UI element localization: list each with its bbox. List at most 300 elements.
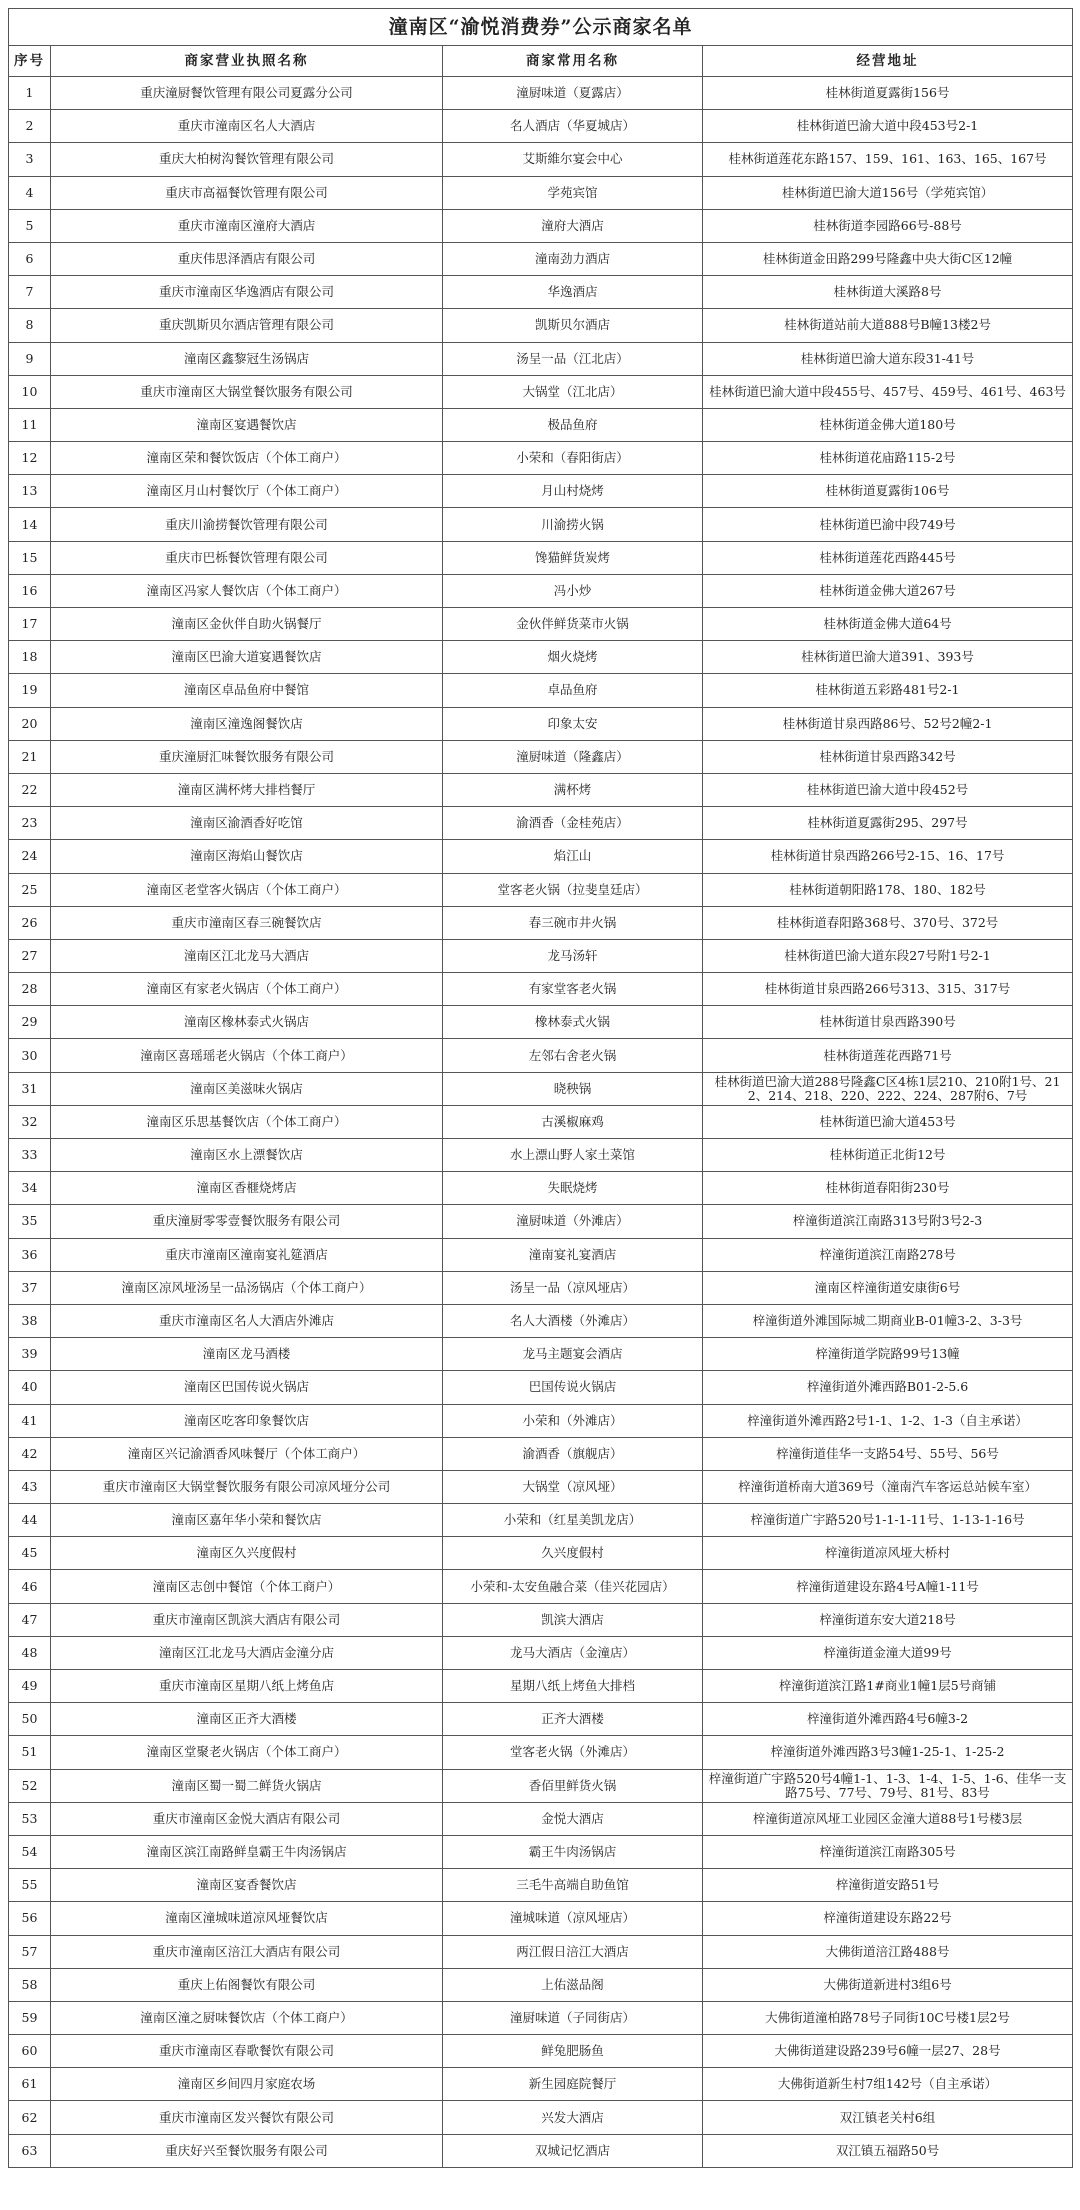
table-row	[9, 2001, 1073, 2034]
cell-license-name: 重庆市潼南区星期八纸上烤鱼店	[51, 1670, 443, 1703]
cell-serial: 12	[9, 442, 51, 475]
cell-address: 梓潼街道建设东路22号	[703, 1902, 1073, 1935]
cell-common-name: 正齐大酒楼	[443, 1703, 703, 1736]
cell-common-name: 水上漂山野人家土菜馆	[443, 1139, 703, 1172]
cell-license-name: 重庆上佑阁餐饮有限公司	[51, 1968, 443, 2001]
cell-serial: 5	[9, 209, 51, 242]
table-row	[9, 2101, 1073, 2134]
cell-license-name: 潼南区冯家人餐饮店（个体工商户）	[51, 574, 443, 607]
table-row	[9, 1670, 1073, 1703]
cell-serial: 60	[9, 2035, 51, 2068]
cell-common-name: 渝酒香（金桂苑店）	[443, 807, 703, 840]
cell-serial: 3	[9, 143, 51, 176]
table-row	[9, 342, 1073, 375]
cell-address: 桂林街道甘泉西路266号2-15、16、17号	[703, 840, 1073, 873]
cell-license-name: 重庆大柏树沟餐饮管理有限公司	[51, 143, 443, 176]
cell-common-name: 汤呈一品（江北店）	[443, 342, 703, 375]
cell-address: 梓潼街道外滩国际城二期商业B-01幢3-2、3-3号	[703, 1304, 1073, 1337]
table-row	[9, 1935, 1073, 1968]
cell-address: 桂林街道夏露街156号	[703, 77, 1073, 110]
cell-serial: 35	[9, 1205, 51, 1238]
cell-serial: 6	[9, 242, 51, 275]
cell-serial: 26	[9, 906, 51, 939]
cell-serial: 39	[9, 1338, 51, 1371]
cell-license-name: 重庆潼厨汇味餐饮服务有限公司	[51, 740, 443, 773]
cell-address: 大佛街道建设路239号6幢一层27、28号	[703, 2035, 1073, 2068]
cell-serial: 32	[9, 1105, 51, 1138]
table-row	[9, 1271, 1073, 1304]
cell-common-name: 卓品鱼府	[443, 674, 703, 707]
cell-serial: 52	[9, 1769, 51, 1802]
cell-address: 梓潼街道广宇路520号4幢1-1、1-3、1-4、1-5、1-6、佳华一支路75号、77号、79号、81号、83号	[703, 1769, 1073, 1802]
cell-common-name: 春三碗市井火锅	[443, 906, 703, 939]
cell-address: 桂林街道巴渝大道391、393号	[703, 641, 1073, 674]
cell-address: 桂林街道春阳街230号	[703, 1172, 1073, 1205]
cell-common-name: 潼厨味道（外滩店）	[443, 1205, 703, 1238]
cell-license-name: 重庆市潼南区春三碗餐饮店	[51, 906, 443, 939]
table-row	[9, 1404, 1073, 1437]
cell-license-name: 潼南区巴国传说火锅店	[51, 1371, 443, 1404]
cell-address: 大佛街道新进村3组6号	[703, 1968, 1073, 2001]
cell-address: 桂林街道甘泉西路86号、52号2幢2-1	[703, 707, 1073, 740]
table-row	[9, 939, 1073, 972]
header-address: 经营地址	[703, 46, 1073, 77]
table-row	[9, 1802, 1073, 1835]
cell-address: 桂林街道巴渝大道东段31-41号	[703, 342, 1073, 375]
cell-license-name: 重庆好兴至餐饮服务有限公司	[51, 2134, 443, 2167]
cell-common-name: 失眠烧烤	[443, 1172, 703, 1205]
table-row	[9, 1902, 1073, 1935]
cell-serial: 27	[9, 939, 51, 972]
table-row	[9, 641, 1073, 674]
table-header-row	[9, 46, 1073, 77]
table-body	[9, 77, 1073, 2168]
cell-address: 梓潼街道外滩西路4号6幢3-2	[703, 1703, 1073, 1736]
cell-license-name: 潼南区嘉年华小荣和餐饮店	[51, 1504, 443, 1537]
cell-common-name: 月山村烧烤	[443, 475, 703, 508]
cell-common-name: 鲜兔肥肠鱼	[443, 2035, 703, 2068]
cell-serial: 55	[9, 1869, 51, 1902]
cell-address: 桂林街道春阳路368号、370号、372号	[703, 906, 1073, 939]
cell-license-name: 潼南区滨江南路鲜皇霸王牛肉汤锅店	[51, 1835, 443, 1868]
table-row	[9, 541, 1073, 574]
table-row	[9, 1172, 1073, 1205]
cell-serial: 10	[9, 375, 51, 408]
cell-address: 桂林街道金佛大道64号	[703, 608, 1073, 641]
cell-license-name: 潼南区金伙伴自助火锅餐厅	[51, 608, 443, 641]
cell-common-name: 新生园庭院餐厅	[443, 2068, 703, 2101]
cell-address: 梓潼街道滨江南路313号附3号2-3	[703, 1205, 1073, 1238]
cell-address: 梓潼街道建设东路4号A幢1-11号	[703, 1570, 1073, 1603]
cell-license-name: 潼南区宴遇餐饮店	[51, 408, 443, 441]
table-row	[9, 1338, 1073, 1371]
cell-address: 桂林街道巴渝大道中段452号	[703, 773, 1073, 806]
table-row	[9, 1437, 1073, 1470]
table-row	[9, 574, 1073, 607]
cell-serial: 51	[9, 1736, 51, 1769]
cell-common-name: 小荣和（外滩店）	[443, 1404, 703, 1437]
cell-serial: 47	[9, 1603, 51, 1636]
cell-common-name: 龙马汤轩	[443, 939, 703, 972]
table-row	[9, 176, 1073, 209]
cell-serial: 33	[9, 1139, 51, 1172]
cell-license-name: 潼南区兴记渝酒香风味餐厅（个体工商户）	[51, 1437, 443, 1470]
cell-license-name: 重庆市巴栎餐饮管理有限公司	[51, 541, 443, 574]
cell-common-name: 久兴度假村	[443, 1537, 703, 1570]
cell-common-name: 凯滨大酒店	[443, 1603, 703, 1636]
cell-serial: 57	[9, 1935, 51, 1968]
cell-address: 桂林街道甘泉西路266号313、315、317号	[703, 973, 1073, 1006]
cell-license-name: 潼南区荣和餐饮饭店（个体工商户）	[51, 442, 443, 475]
cell-serial: 43	[9, 1470, 51, 1503]
cell-license-name: 潼南区渝酒香好吃馆	[51, 807, 443, 840]
table-row	[9, 1072, 1073, 1105]
cell-license-name: 潼南区海焰山餐饮店	[51, 840, 443, 873]
table-row	[9, 1968, 1073, 2001]
cell-common-name: 潼厨味道（夏露店）	[443, 77, 703, 110]
cell-address: 梓潼街道外滩西路3号3幢1-25-1、1-25-2	[703, 1736, 1073, 1769]
cell-license-name: 潼南区鑫黎冠生汤锅店	[51, 342, 443, 375]
cell-serial: 31	[9, 1072, 51, 1105]
cell-common-name: 双城记忆酒店	[443, 2134, 703, 2167]
cell-license-name: 潼南区有家老火锅店（个体工商户）	[51, 973, 443, 1006]
table-row	[9, 773, 1073, 806]
cell-serial: 23	[9, 807, 51, 840]
cell-serial: 34	[9, 1172, 51, 1205]
table-row	[9, 475, 1073, 508]
cell-serial: 46	[9, 1570, 51, 1603]
table-row	[9, 1105, 1073, 1138]
cell-license-name: 潼南区橡林泰式火锅店	[51, 1006, 443, 1039]
cell-address: 桂林街道甘泉西路342号	[703, 740, 1073, 773]
cell-serial: 30	[9, 1039, 51, 1072]
cell-address: 桂林街道夏露街106号	[703, 475, 1073, 508]
cell-address: 梓潼街道滨江南路305号	[703, 1835, 1073, 1868]
cell-common-name: 星期八纸上烤鱼大排档	[443, 1670, 703, 1703]
cell-common-name: 两江假日涪江大酒店	[443, 1935, 703, 1968]
cell-license-name: 潼南区巴渝大道宴遇餐饮店	[51, 641, 443, 674]
cell-address: 梓潼街道金潼大道99号	[703, 1636, 1073, 1669]
cell-common-name: 小荣和（春阳街店）	[443, 442, 703, 475]
cell-common-name: 有家堂客老火锅	[443, 973, 703, 1006]
table-row	[9, 674, 1073, 707]
cell-address: 桂林街道大溪路8号	[703, 276, 1073, 309]
table-row	[9, 1835, 1073, 1868]
table-row	[9, 408, 1073, 441]
table-row	[9, 242, 1073, 275]
cell-serial: 19	[9, 674, 51, 707]
table-row	[9, 1238, 1073, 1271]
cell-license-name: 重庆市高福餐饮管理有限公司	[51, 176, 443, 209]
cell-address: 梓潼街道滨江路1#商业1幢1层5号商铺	[703, 1670, 1073, 1703]
cell-common-name: 堂客老火锅（外滩店）	[443, 1736, 703, 1769]
cell-address: 梓潼街道学院路99号13幢	[703, 1338, 1073, 1371]
cell-serial: 54	[9, 1835, 51, 1868]
cell-address: 桂林街道巴渝中段749号	[703, 508, 1073, 541]
table-row	[9, 1006, 1073, 1039]
cell-serial: 15	[9, 541, 51, 574]
cell-common-name: 晓秧锅	[443, 1072, 703, 1105]
cell-common-name: 金伙伴鲜货菜市火锅	[443, 608, 703, 641]
header-common-name: 商家常用名称	[443, 46, 703, 77]
table-row	[9, 873, 1073, 906]
cell-serial: 48	[9, 1636, 51, 1669]
cell-common-name: 潼城味道（凉风垭店）	[443, 1902, 703, 1935]
table-row	[9, 1570, 1073, 1603]
cell-address: 桂林街道正北街12号	[703, 1139, 1073, 1172]
cell-serial: 20	[9, 707, 51, 740]
cell-license-name: 重庆市潼南区大锅堂餐饮服务有限公司	[51, 375, 443, 408]
cell-common-name: 名人酒店（华夏城店）	[443, 110, 703, 143]
cell-serial: 2	[9, 110, 51, 143]
cell-common-name: 名人大酒楼（外滩店）	[443, 1304, 703, 1337]
cell-serial: 14	[9, 508, 51, 541]
cell-address: 梓潼街道桥南大道369号（潼南汽车客运总站候车室）	[703, 1470, 1073, 1503]
cell-address: 梓潼街道凉风垭大桥村	[703, 1537, 1073, 1570]
table-row	[9, 1603, 1073, 1636]
table-row	[9, 1304, 1073, 1337]
cell-serial: 18	[9, 641, 51, 674]
table-row	[9, 807, 1073, 840]
cell-license-name: 潼南区水上漂餐饮店	[51, 1139, 443, 1172]
cell-serial: 9	[9, 342, 51, 375]
cell-serial: 4	[9, 176, 51, 209]
table-row	[9, 1504, 1073, 1537]
cell-address: 桂林街道巴渝大道156号（学苑宾馆）	[703, 176, 1073, 209]
cell-common-name: 潼南劲力酒店	[443, 242, 703, 275]
cell-license-name: 潼南区江北龙马大酒店	[51, 939, 443, 972]
table-row	[9, 1470, 1073, 1503]
table-row	[9, 1703, 1073, 1736]
cell-address: 双江镇五福路50号	[703, 2134, 1073, 2167]
cell-license-name: 潼南区潼逸阁餐饮店	[51, 707, 443, 740]
cell-common-name: 华逸酒店	[443, 276, 703, 309]
cell-address: 双江镇老关村6组	[703, 2101, 1073, 2134]
table-row	[9, 1371, 1073, 1404]
cell-license-name: 潼南区香榧烧烤店	[51, 1172, 443, 1205]
table-row	[9, 906, 1073, 939]
cell-serial: 37	[9, 1271, 51, 1304]
cell-serial: 8	[9, 309, 51, 342]
cell-common-name: 烟火烧烤	[443, 641, 703, 674]
cell-address: 桂林街道巴渝大道中段455号、457号、459号、461号、463号	[703, 375, 1073, 408]
cell-serial: 25	[9, 873, 51, 906]
cell-license-name: 重庆市潼南区凯滨大酒店有限公司	[51, 1603, 443, 1636]
cell-address: 潼南区梓潼街道安康街6号	[703, 1271, 1073, 1304]
cell-address: 桂林街道甘泉西路390号	[703, 1006, 1073, 1039]
cell-license-name: 重庆市潼南区华逸酒店有限公司	[51, 276, 443, 309]
cell-address: 梓潼街道广宇路520号1-1-1-11号、1-13-1-16号	[703, 1504, 1073, 1537]
cell-license-name: 重庆凯斯贝尔酒店管理有限公司	[51, 309, 443, 342]
cell-serial: 50	[9, 1703, 51, 1736]
cell-license-name: 潼南区江北龙马大酒店金潼分店	[51, 1636, 443, 1669]
cell-common-name: 馋猫鲜货炭烤	[443, 541, 703, 574]
table-row	[9, 1205, 1073, 1238]
cell-serial: 28	[9, 973, 51, 1006]
cell-serial: 7	[9, 276, 51, 309]
cell-serial: 63	[9, 2134, 51, 2167]
cell-license-name: 潼南区凉风垭汤呈一品汤锅店（个体工商户）	[51, 1271, 443, 1304]
table-row	[9, 1039, 1073, 1072]
cell-common-name: 左邻右舍老火锅	[443, 1039, 703, 1072]
cell-common-name: 学苑宾馆	[443, 176, 703, 209]
cell-common-name: 潼府大酒店	[443, 209, 703, 242]
cell-common-name: 龙马主题宴会酒店	[443, 1338, 703, 1371]
cell-address: 桂林街道花庙路115-2号	[703, 442, 1073, 475]
cell-common-name: 汤呈一品（凉风垭店）	[443, 1271, 703, 1304]
cell-license-name: 潼南区喜瑶瑶老火锅店（个体工商户）	[51, 1039, 443, 1072]
cell-serial: 45	[9, 1537, 51, 1570]
table-row	[9, 740, 1073, 773]
cell-serial: 56	[9, 1902, 51, 1935]
cell-serial: 44	[9, 1504, 51, 1537]
cell-serial: 42	[9, 1437, 51, 1470]
table-row	[9, 840, 1073, 873]
table-row	[9, 309, 1073, 342]
cell-common-name: 大锅堂（凉风垭）	[443, 1470, 703, 1503]
cell-license-name: 重庆市潼南区涪江大酒店有限公司	[51, 1935, 443, 1968]
cell-common-name: 龙马大酒店（金潼店）	[443, 1636, 703, 1669]
cell-common-name: 上佑滋品阁	[443, 1968, 703, 2001]
cell-serial: 62	[9, 2101, 51, 2134]
table-row	[9, 1769, 1073, 1802]
cell-license-name: 潼南区龙马酒楼	[51, 1338, 443, 1371]
table-row	[9, 608, 1073, 641]
cell-serial: 36	[9, 1238, 51, 1271]
cell-serial: 59	[9, 2001, 51, 2034]
cell-address: 梓潼街道东安大道218号	[703, 1603, 1073, 1636]
table-row	[9, 1636, 1073, 1669]
cell-serial: 29	[9, 1006, 51, 1039]
cell-common-name: 金悦大酒店	[443, 1802, 703, 1835]
table-row	[9, 143, 1073, 176]
header-serial: 序号	[9, 46, 51, 77]
cell-common-name: 三毛牛高端自助鱼馆	[443, 1869, 703, 1902]
cell-serial: 13	[9, 475, 51, 508]
cell-license-name: 重庆市潼南区发兴餐饮有限公司	[51, 2101, 443, 2134]
cell-address: 桂林街道莲花西路71号	[703, 1039, 1073, 1072]
cell-common-name: 印象太安	[443, 707, 703, 740]
merchant-list-sheet	[8, 8, 1072, 2168]
cell-license-name: 潼南区老堂客火锅店（个体工商户）	[51, 873, 443, 906]
table-row	[9, 375, 1073, 408]
cell-address: 梓潼街道凉风垭工业园区金潼大道88号1号楼3层	[703, 1802, 1073, 1835]
cell-common-name: 小荣和-太安鱼融合菜（佳兴花园店）	[443, 1570, 703, 1603]
cell-license-name: 重庆伟思泽酒店有限公司	[51, 242, 443, 275]
cell-serial: 1	[9, 77, 51, 110]
cell-common-name: 潼南宴礼宴酒店	[443, 1238, 703, 1271]
cell-license-name: 潼南区蜀一蜀二鲜货火锅店	[51, 1769, 443, 1802]
table-row	[9, 209, 1073, 242]
cell-license-name: 重庆川渝捞餐饮管理有限公司	[51, 508, 443, 541]
cell-license-name: 潼南区潼之厨味餐饮店（个体工商户）	[51, 2001, 443, 2034]
cell-serial: 40	[9, 1371, 51, 1404]
cell-address: 桂林街道金田路299号隆鑫中央大街C区12幢	[703, 242, 1073, 275]
cell-address: 桂林街道金佛大道180号	[703, 408, 1073, 441]
cell-common-name: 香佰里鲜货火锅	[443, 1769, 703, 1802]
table-row	[9, 1139, 1073, 1172]
cell-license-name: 重庆市潼南区金悦大酒店有限公司	[51, 1802, 443, 1835]
cell-license-name: 重庆市潼南区名人大酒店	[51, 110, 443, 143]
cell-license-name: 重庆市潼南区名人大酒店外滩店	[51, 1304, 443, 1337]
table-row	[9, 1736, 1073, 1769]
cell-common-name: 潼厨味道（子同街店）	[443, 2001, 703, 2034]
cell-common-name: 古溪椒麻鸡	[443, 1105, 703, 1138]
cell-license-name: 重庆市潼南区潼府大酒店	[51, 209, 443, 242]
cell-license-name: 重庆市潼南区春歌餐饮有限公司	[51, 2035, 443, 2068]
cell-address: 桂林街道巴渝大道453号	[703, 1105, 1073, 1138]
cell-license-name: 重庆市潼南区潼南宴礼筵酒店	[51, 1238, 443, 1271]
cell-serial: 17	[9, 608, 51, 641]
cell-serial: 61	[9, 2068, 51, 2101]
cell-license-name: 潼南区堂聚老火锅店（个体工商户）	[51, 1736, 443, 1769]
table-row	[9, 442, 1073, 475]
cell-common-name: 霸王牛肉汤锅店	[443, 1835, 703, 1868]
table-row	[9, 77, 1073, 110]
cell-serial: 11	[9, 408, 51, 441]
cell-license-name: 潼南区满杯烤大排档餐厅	[51, 773, 443, 806]
table-row	[9, 1869, 1073, 1902]
cell-address: 大佛街道潼柏路78号子同街10C号楼1层2号	[703, 2001, 1073, 2034]
cell-address: 梓潼街道安路51号	[703, 1869, 1073, 1902]
table-row	[9, 973, 1073, 1006]
table-row	[9, 110, 1073, 143]
cell-common-name: 小荣和（红星美凯龙店）	[443, 1504, 703, 1537]
table-row	[9, 2068, 1073, 2101]
cell-license-name: 重庆潼厨餐饮管理有限公司夏露分公司	[51, 77, 443, 110]
cell-address: 桂林街道巴渝大道东段27号附1号2-1	[703, 939, 1073, 972]
cell-address: 梓潼街道外滩西路B01-2-5.6	[703, 1371, 1073, 1404]
cell-common-name: 满杯烤	[443, 773, 703, 806]
table-row	[9, 1537, 1073, 1570]
cell-address: 桂林街道莲花东路157、159、161、163、165、167号	[703, 143, 1073, 176]
page-title: 潼南区“渝悦消费券”公示商家名单	[9, 9, 1073, 46]
cell-license-name: 潼南区久兴度假村	[51, 1537, 443, 1570]
cell-serial: 24	[9, 840, 51, 873]
cell-serial: 22	[9, 773, 51, 806]
merchant-table	[8, 8, 1073, 2168]
cell-license-name: 潼南区志创中餐馆（个体工商户）	[51, 1570, 443, 1603]
cell-license-name: 潼南区美滋味火锅店	[51, 1072, 443, 1105]
cell-common-name: 堂客老火锅（拉斐皇廷店）	[443, 873, 703, 906]
cell-common-name: 潼厨味道（隆鑫店）	[443, 740, 703, 773]
header-license-name: 商家营业执照名称	[51, 46, 443, 77]
cell-serial: 16	[9, 574, 51, 607]
cell-address: 桂林街道巴渝大道中段453号2-1	[703, 110, 1073, 143]
cell-address: 桂林街道莲花西路445号	[703, 541, 1073, 574]
cell-common-name: 极品鱼府	[443, 408, 703, 441]
cell-address: 桂林街道站前大道888号B幢13楼2号	[703, 309, 1073, 342]
cell-license-name: 潼南区潼城味道凉风垭餐饮店	[51, 1902, 443, 1935]
cell-address: 桂林街道金佛大道267号	[703, 574, 1073, 607]
cell-address: 大佛街道涪江路488号	[703, 1935, 1073, 1968]
cell-address: 桂林街道五彩路481号2-1	[703, 674, 1073, 707]
table-row	[9, 2035, 1073, 2068]
cell-common-name: 橡林泰式火锅	[443, 1006, 703, 1039]
cell-license-name: 重庆市潼南区大锅堂餐饮服务有限公司凉风垭分公司	[51, 1470, 443, 1503]
cell-common-name: 大锅堂（江北店）	[443, 375, 703, 408]
cell-common-name: 艾斯維尔宴会中心	[443, 143, 703, 176]
cell-license-name: 潼南区乡间四月家庭农场	[51, 2068, 443, 2101]
cell-serial: 58	[9, 1968, 51, 2001]
cell-license-name: 潼南区吃客印象餐饮店	[51, 1404, 443, 1437]
cell-serial: 41	[9, 1404, 51, 1437]
cell-address: 桂林街道夏露街295、297号	[703, 807, 1073, 840]
cell-address: 梓潼街道滨江南路278号	[703, 1238, 1073, 1271]
cell-serial: 49	[9, 1670, 51, 1703]
cell-license-name: 重庆潼厨零零壹餐饮服务有限公司	[51, 1205, 443, 1238]
cell-license-name: 潼南区月山村餐饮厅（个体工商户）	[51, 475, 443, 508]
